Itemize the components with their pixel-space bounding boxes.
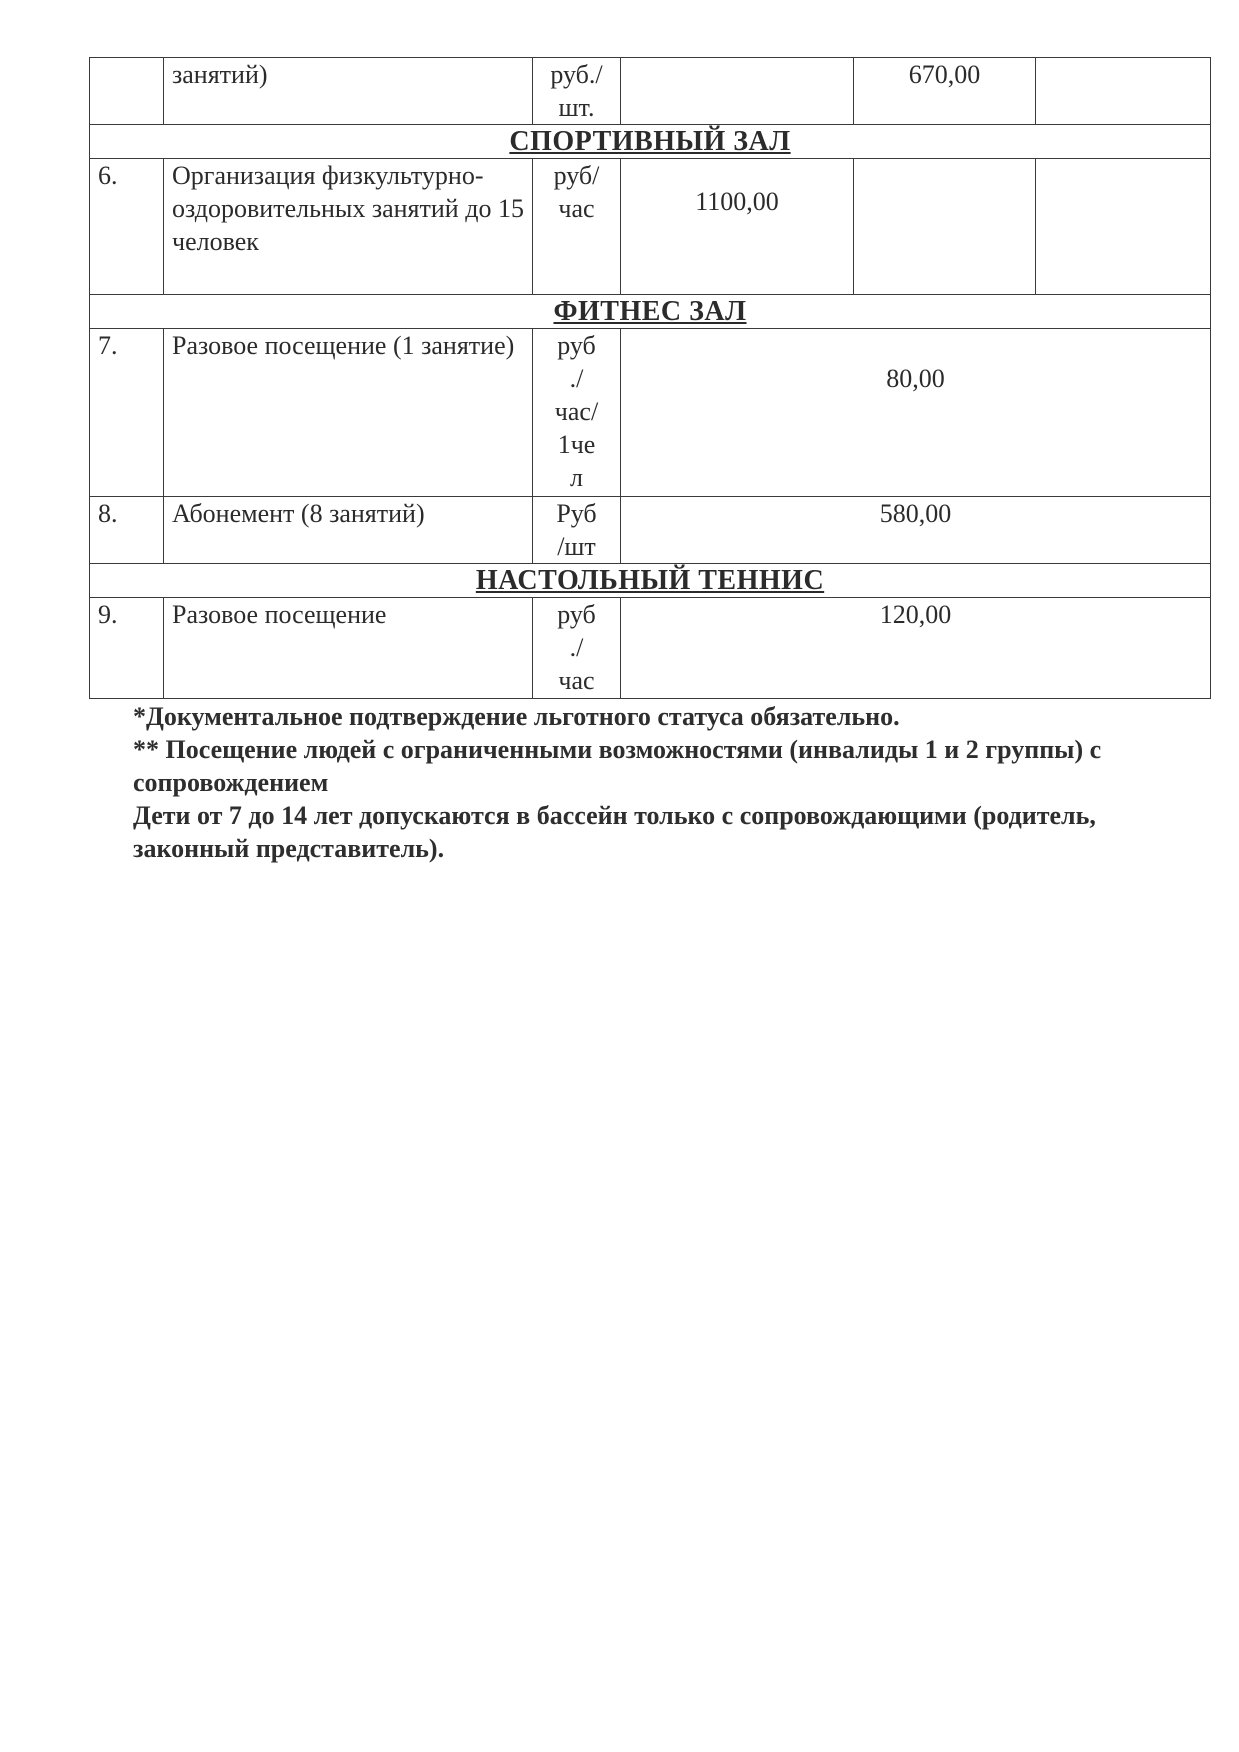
footnote-disabled-visitors: ** Посещение людей с ограниченными возможностями (инвалиды 1 и 2 группы) с сопровождением (133, 735, 1102, 797)
price-cell-empty (1036, 58, 1211, 125)
price-cell-empty (1036, 159, 1211, 295)
table-row (90, 497, 1211, 564)
price-cell: 80,00 (621, 329, 1211, 497)
section-title: НАСТОЛЬНЫЙ ТЕННИС (90, 564, 1211, 598)
price-cell: 1100,00 (621, 159, 854, 295)
row-number-cell: 8. (90, 497, 164, 564)
section-header-sport-hall (90, 125, 1211, 159)
section-title: СПОРТИВНЫЙ ЗАЛ (90, 125, 1211, 159)
service-name-cell: Разовое посещение (1 занятие) (164, 329, 533, 497)
table-row (90, 329, 1211, 497)
price-table (89, 57, 1211, 699)
unit-cell: руб ./ час (533, 598, 621, 699)
section-header-fitness-hall (90, 295, 1211, 329)
row-number-cell: 9. (90, 598, 164, 699)
table-row (90, 598, 1211, 699)
row-number-cell (90, 58, 164, 125)
unit-cell: Руб /шт (533, 497, 621, 564)
unit-cell: руб./ шт. (533, 58, 621, 125)
price-cell-empty (854, 159, 1036, 295)
table-row (90, 58, 1211, 125)
row-number-cell: 6. (90, 159, 164, 295)
section-title: ФИТНЕС ЗАЛ (90, 295, 1211, 329)
section-header-table-tennis (90, 564, 1211, 598)
service-name-cell: Разовое посещение (164, 598, 533, 699)
unit-cell: руб ./ час/ 1че л (533, 329, 621, 497)
footnote-discount-proof: *Документальное подтверждение льготного статуса обязательно. (133, 702, 900, 731)
service-name-cell: Организация физкультурно-оздоровительных занятий до 15 человек (164, 159, 533, 295)
row-number-cell: 7. (90, 329, 164, 497)
service-name-cell: Абонемент (8 занятий) (164, 497, 533, 564)
unit-cell: руб/ час (533, 159, 621, 295)
footnote-children-pool: Дети от 7 до 14 лет допускаются в бассейн только с сопровождающими (родитель, законный представитель). (133, 801, 1096, 863)
footnotes (133, 700, 1133, 865)
price-cell: 670,00 (854, 58, 1036, 125)
service-name-cell: занятий) (164, 58, 533, 125)
price-cell: 580,00 (621, 497, 1211, 564)
price-cell: 120,00 (621, 598, 1211, 699)
table-row (90, 159, 1211, 295)
price-cell-empty (621, 58, 854, 125)
